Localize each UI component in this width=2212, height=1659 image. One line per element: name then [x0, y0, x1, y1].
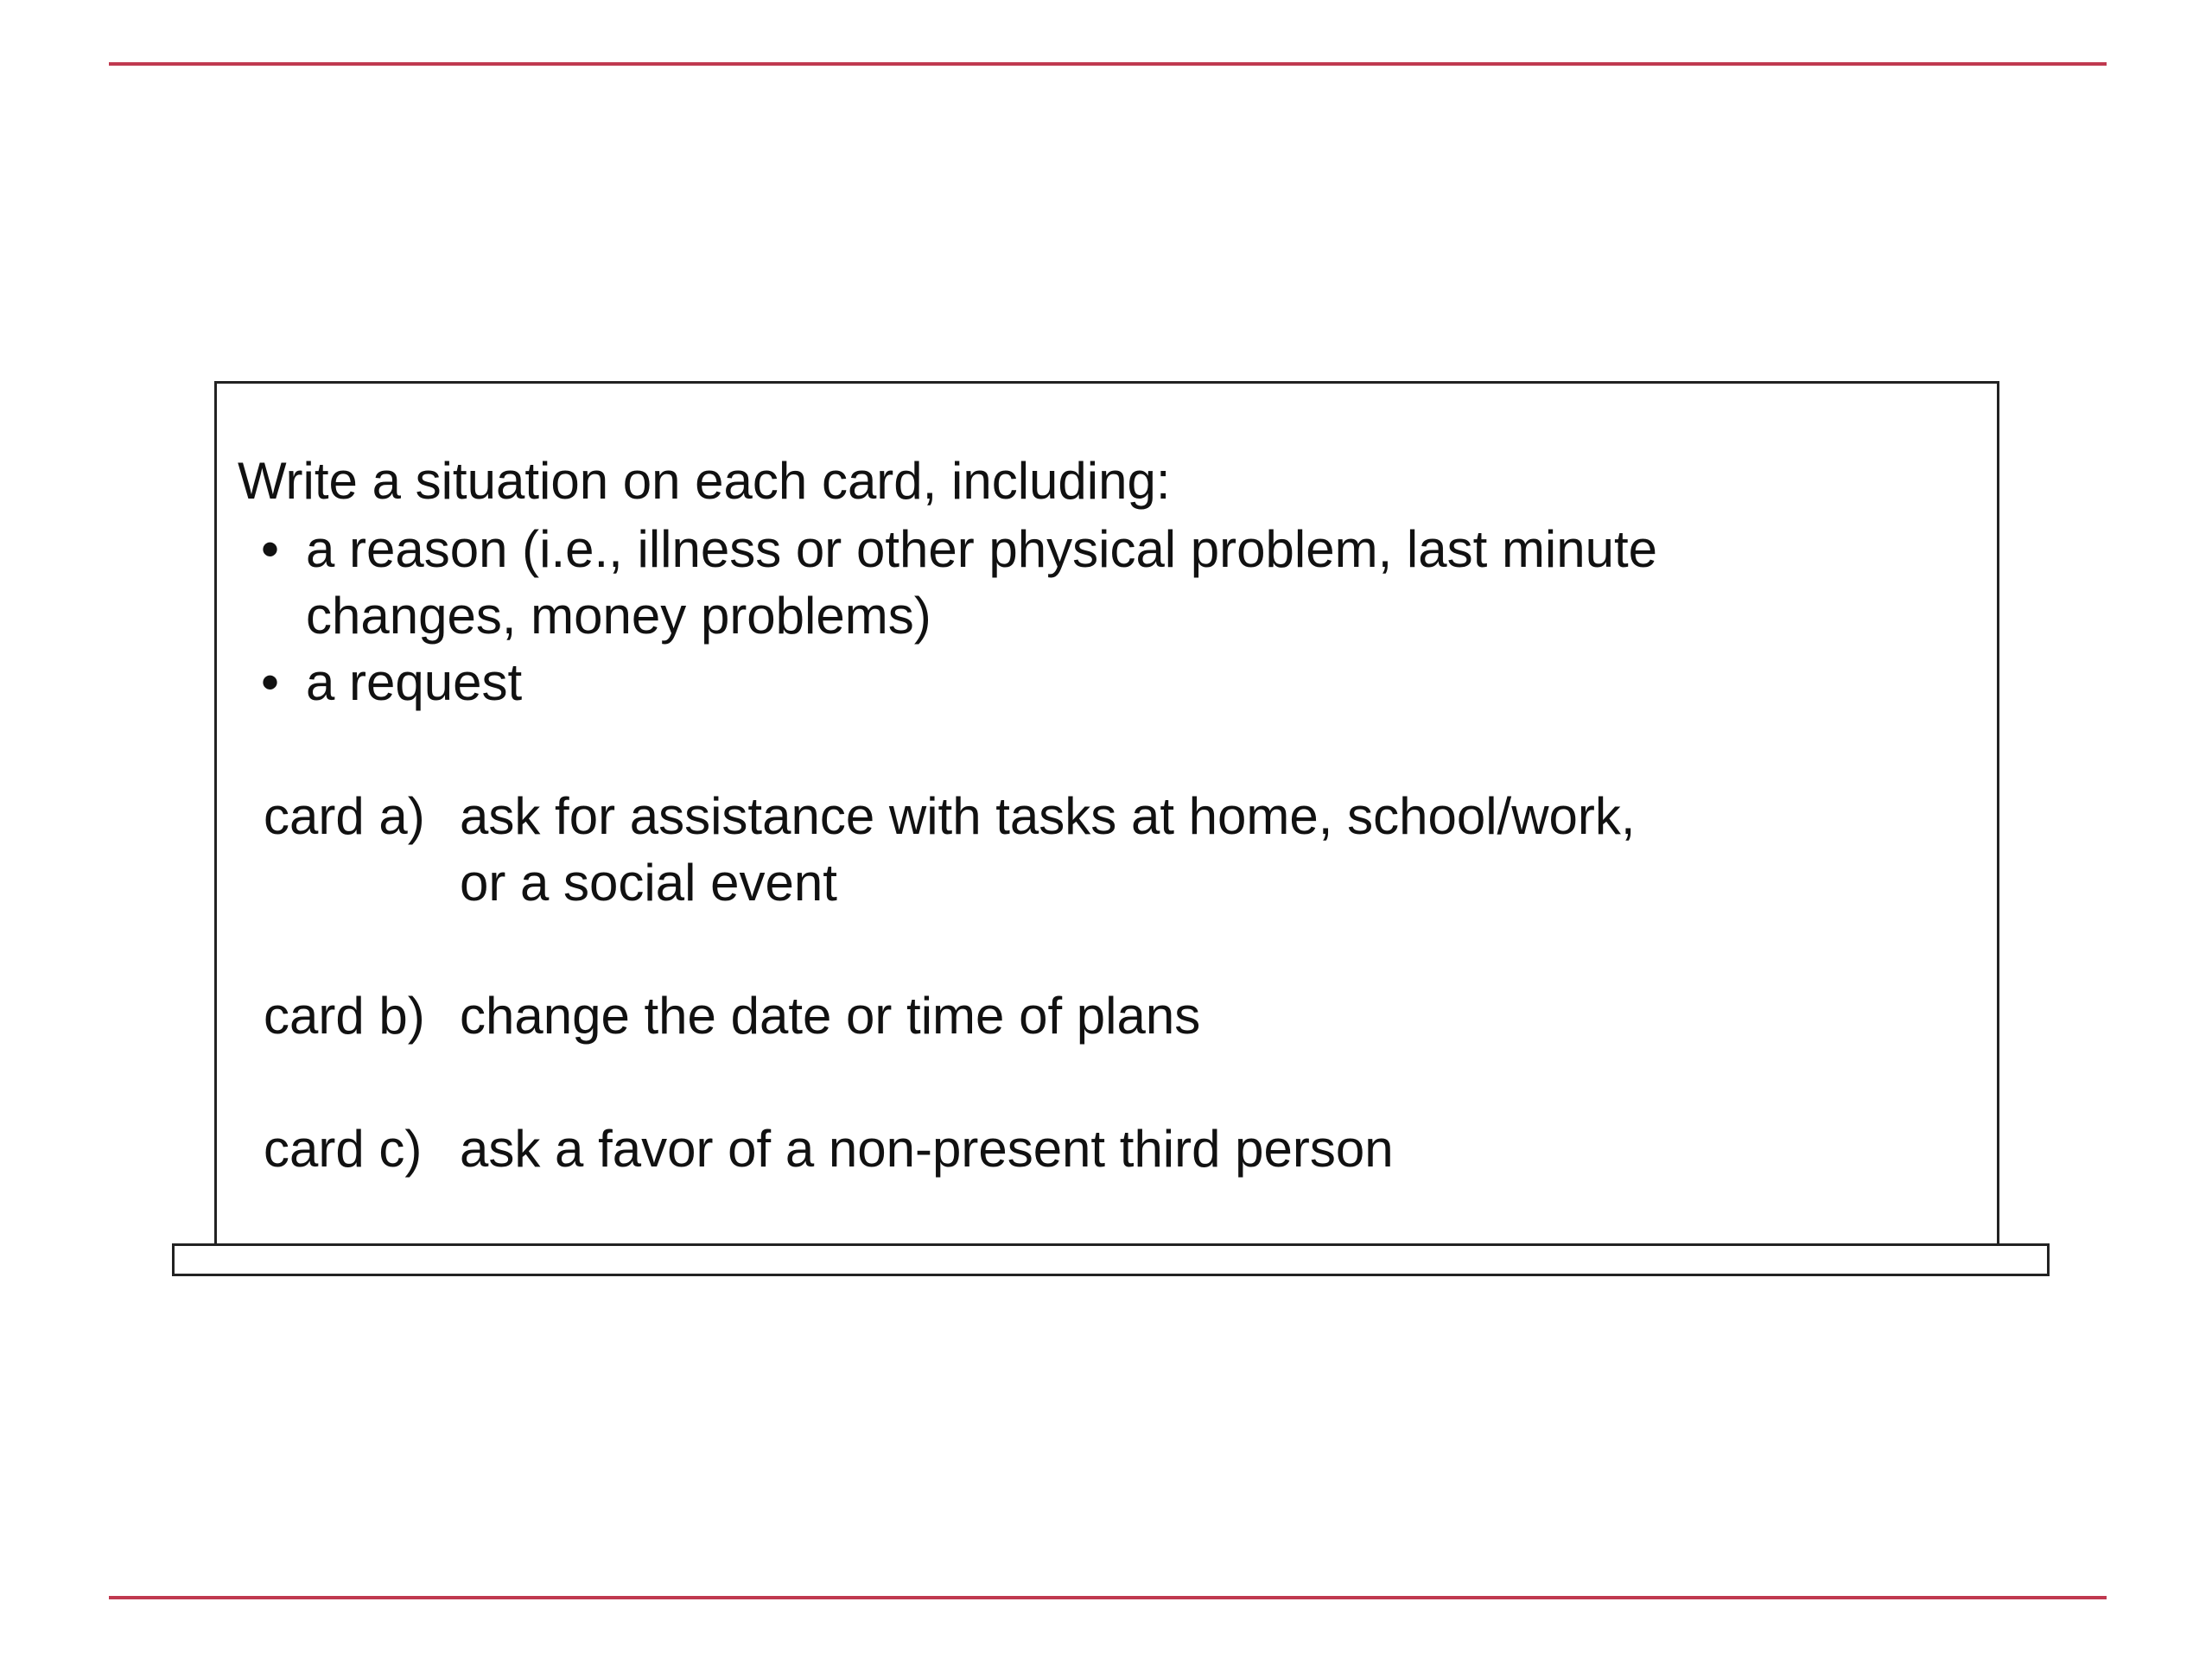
card-stand-base	[172, 1243, 2050, 1276]
card-a-label: card a)	[264, 787, 425, 845]
card-b-label: card b)	[264, 987, 425, 1045]
card-c-label: card c)	[264, 1120, 423, 1178]
card-c-description	[460, 1116, 1394, 1182]
bullet-reason-line-1: a reason (i.e., illness or other physical problem, last minute	[306, 520, 1658, 578]
card-a-line-2: or a social event	[460, 854, 837, 912]
top-rule	[109, 62, 2107, 66]
bullet-reason	[306, 516, 1657, 649]
bullet-marker: •	[261, 520, 280, 578]
bullet-reason-line-2: changes, money problems)	[306, 587, 931, 645]
bullet-marker: •	[261, 653, 280, 711]
card-c-line-1: ask a favor of a non-present third person	[460, 1120, 1394, 1178]
bullet-request	[306, 649, 522, 715]
card-a-line-1: ask for assistance with tasks at home, school/work,	[460, 787, 1636, 845]
card-b-description	[460, 982, 1200, 1049]
card-a-description	[460, 783, 1636, 916]
intro-text: Write a situation on each card, including:	[238, 452, 1171, 510]
card-b-line-1: change the date or time of plans	[460, 987, 1201, 1045]
bullet-request-line-1: a request	[306, 653, 523, 711]
bottom-rule	[109, 1596, 2107, 1599]
